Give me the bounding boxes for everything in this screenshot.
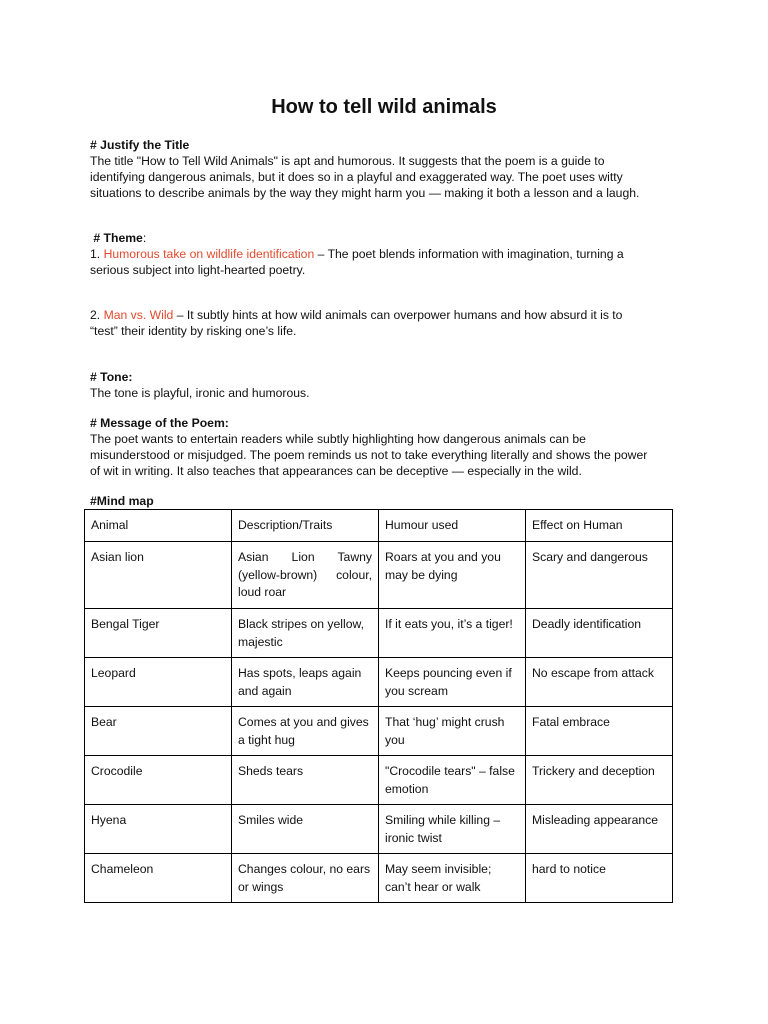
document-title: How to tell wild animals [271, 96, 497, 118]
table-row [85, 756, 673, 805]
mindmap-heading: #Mind map [90, 494, 154, 508]
theme-heading-line [90, 230, 680, 246]
justify-section [90, 137, 680, 201]
cell-humour: Keeps pouncing even if you scream [379, 658, 526, 707]
table-row [85, 707, 673, 756]
mindmap-section [90, 493, 680, 509]
theme-heading: # Theme [90, 231, 143, 245]
tone-text: The tone is playful, ironic and humorous. [90, 386, 310, 400]
theme-item-1-text: – The poet blends information with imagination, turning a [314, 247, 624, 261]
theme-item-2-highlight: Man vs. Wild [103, 308, 174, 322]
cell-effect: Trickery and deception [526, 756, 673, 805]
theme-item-1-line-2: serious subject into light-hearted poetry. [90, 263, 306, 277]
justify-line-3: situations to describe animals by the way they might harm you — making it both a lesson and a laugh. [90, 186, 640, 200]
header-animal: Animal [85, 510, 232, 542]
cell-humour: Smiling while killing – ironic twist [379, 805, 526, 854]
theme-item-2-number: 2. [90, 308, 104, 322]
message-line-2: misunderstood or misjudged. The poem reminds us not to take everything literally and shows the power [90, 448, 648, 462]
cell-animal: Bengal Tiger [85, 609, 232, 658]
table-row [85, 609, 673, 658]
cell-description: Changes colour, no ears or wings [232, 854, 379, 903]
tone-heading: # Tone: [90, 370, 133, 384]
theme-item-1-highlight: Humorous take on wildlife identification [103, 247, 315, 261]
cell-description: Asian Lion Tawny (yellow-brown) colour, loud roar [232, 542, 379, 609]
header-humour: Humour used [379, 510, 526, 542]
table-row [85, 542, 673, 609]
cell-description: Smiles wide [232, 805, 379, 854]
table-header-row [85, 510, 673, 542]
theme-item-1 [90, 246, 680, 262]
cell-humour: Roars at you and you may be dying [379, 542, 526, 609]
theme-item-2 [90, 307, 680, 323]
cell-effect: Deadly identification [526, 609, 673, 658]
table-row [85, 658, 673, 707]
cell-effect: hard to notice [526, 854, 673, 903]
cell-effect: No escape from attack [526, 658, 673, 707]
cell-humour: May seem invisible; can’t hear or walk [379, 854, 526, 903]
theme-item-2-text: – It subtly hints at how wild animals can overpower humans and how absurd it is to [173, 308, 623, 322]
cell-animal: Crocodile [85, 756, 232, 805]
table-row [85, 854, 673, 903]
table-row [85, 805, 673, 854]
message-section [90, 415, 680, 479]
justify-line-2: identifying dangerous animals, but it does so in a playful and exaggerated way. The poet uses witty [90, 170, 623, 184]
theme-item-2-section [90, 307, 680, 339]
cell-animal: Asian lion [85, 542, 232, 609]
cell-humour: If it eats you, it’s a tiger! [379, 609, 526, 658]
header-description: Description/Traits [232, 510, 379, 542]
theme-item-1-number: 1. [90, 247, 104, 261]
cell-description: Has spots, leaps again and again [232, 658, 379, 707]
cell-description: Comes at you and gives a tight hug [232, 707, 379, 756]
theme-section [90, 230, 680, 278]
cell-animal: Leopard [85, 658, 232, 707]
cell-humour: That ‘hug’ might crush you [379, 707, 526, 756]
cell-effect: Misleading appearance [526, 805, 673, 854]
cell-animal: Bear [85, 707, 232, 756]
cell-description: Black stripes on yellow, majestic [232, 609, 379, 658]
cell-description: Sheds tears [232, 756, 379, 805]
cell-animal: Hyena [85, 805, 232, 854]
theme-colon: : [142, 231, 147, 245]
justify-line-1: The title "How to Tell Wild Animals" is apt and humorous. It suggests that the poem is a guide to [90, 154, 605, 168]
cell-effect: Scary and dangerous [526, 542, 673, 609]
cell-animal: Chameleon [85, 854, 232, 903]
message-line-3: of wit in writing. It also teaches that appearances can be deceptive — especially in the wild. [90, 464, 582, 478]
cell-effect: Fatal embrace [526, 707, 673, 756]
justify-heading: # Justify the Title [90, 138, 190, 152]
tone-section [90, 369, 680, 401]
message-line-1: The poet wants to entertain readers while subtly highlighting how dangerous animals can be [90, 432, 586, 446]
mindmap-table [84, 509, 673, 903]
message-heading: # Message of the Poem: [90, 416, 229, 430]
header-effect: Effect on Human [526, 510, 673, 542]
cell-humour: "Crocodile tears" – false emotion [379, 756, 526, 805]
theme-item-2-line-2: “test” their identity by risking one’s life. [90, 324, 297, 338]
